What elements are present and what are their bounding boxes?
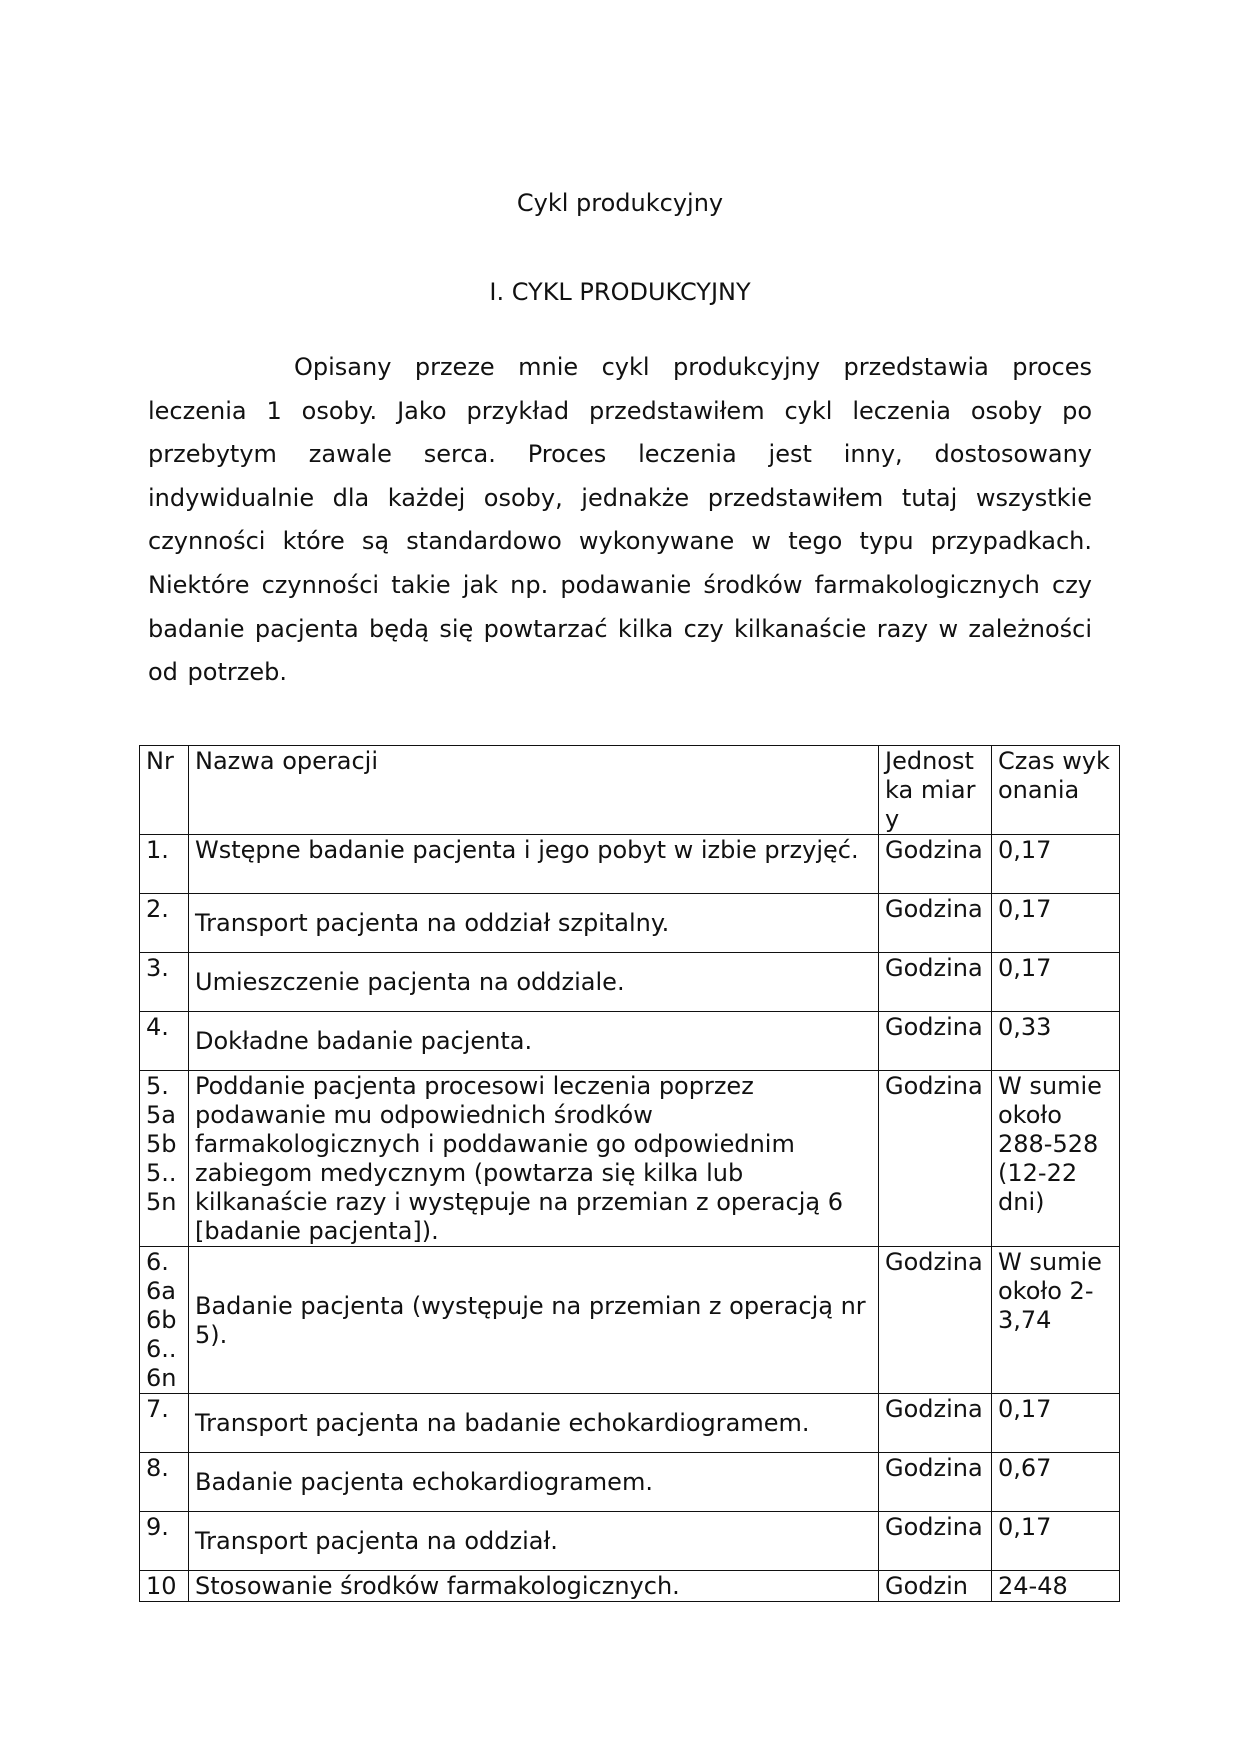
row-time: 0,17 (992, 894, 1120, 953)
row-nr-line: 5. (146, 1072, 169, 1100)
row-nr-line: 6a (146, 1277, 176, 1305)
row-nr-line: 5n (146, 1188, 177, 1216)
table-row (140, 1012, 1120, 1071)
row-unit: Godzina (879, 1071, 992, 1247)
row-nr: 3. (140, 953, 189, 1012)
row-operation-name: Poddanie pacjenta procesowi leczenia poprzez podawanie mu odpowiednich środków farmakologicznych i poddawanie go odpowiednim zabiegom medycznym (powtarza się kilka lub kilkanaście razy i występuje na przemian z operacją 6 [badanie pacjenta]). (189, 1071, 879, 1247)
row-unit: Godzina (879, 953, 992, 1012)
row-nr: 10 (140, 1571, 189, 1602)
row-operation-name: Badanie pacjenta (występuje na przemian z operacją nr 5). (189, 1247, 879, 1394)
row-operation-name: Stosowanie środków farmakologicznych. (189, 1571, 879, 1602)
row-nr-line: 6. (146, 1248, 169, 1276)
row-operation-name: Dokładne badanie pacjenta. (189, 1012, 879, 1071)
row-time: W sumie około 2-3,74 (992, 1247, 1120, 1394)
row-unit: Godzina (879, 1012, 992, 1071)
row-time: 0,17 (992, 835, 1120, 894)
row-time: 0,33 (992, 1012, 1120, 1071)
table-row (140, 1071, 1120, 1247)
table-row (140, 1571, 1120, 1602)
row-operation-name: Transport pacjenta na badanie echokardiogramem. (189, 1394, 879, 1453)
row-operation-name: Umieszczenie pacjenta na oddziale. (189, 953, 879, 1012)
table-row (140, 1512, 1120, 1571)
row-nr-line: 6b (146, 1306, 177, 1334)
row-nr: 2. (140, 894, 189, 953)
operations-table (139, 745, 1120, 1602)
row-unit: Godzina (879, 835, 992, 894)
row-nr-line: 5b (146, 1130, 177, 1158)
table-header-row (140, 746, 1120, 835)
header-time: Czas wykonania (992, 746, 1120, 835)
row-nr-line: 6.. (146, 1335, 177, 1363)
table-row (140, 1247, 1120, 1394)
row-nr: 1. (140, 835, 189, 894)
row-unit: Godzina (879, 894, 992, 953)
row-operation-name: Transport pacjenta na oddział szpitalny. (189, 894, 879, 953)
row-operation-name: Wstępne badanie pacjenta i jego pobyt w izbie przyjęć. (189, 835, 879, 894)
row-nr: 8. (140, 1453, 189, 1512)
row-nr-line: 5a (146, 1101, 176, 1129)
table-row (140, 1453, 1120, 1512)
row-operation-name: Transport pacjenta na oddział. (189, 1512, 879, 1571)
row-operation-name: Badanie pacjenta echokardiogramem. (189, 1453, 879, 1512)
header-nr: Nr (140, 746, 189, 835)
row-time: W sumie około 288-528 (12-22 dni) (992, 1071, 1120, 1247)
row-nr: 7. (140, 1394, 189, 1453)
row-time: 24-48 (992, 1571, 1120, 1602)
row-unit: Godzina (879, 1453, 992, 1512)
table-row (140, 835, 1120, 894)
row-time: 0,67 (992, 1453, 1120, 1512)
row-unit: Godzina (879, 1247, 992, 1394)
row-nr-line: 6n (146, 1364, 177, 1392)
row-time: 0,17 (992, 1394, 1120, 1453)
intro-paragraph: Opisany przeze mnie cykl produkcyjny przedstawia proces leczenia 1 osoby. Jako przykład przedstawiłem cykl leczenia osoby po przebytym zawale serca. Proces leczenia jest inny, dostosowany indywidualnie dla każdej osoby, jednakże przedstawiłem tutaj wszystkie czynności które są standardowo wykonywane w tego typu przypadkach. Niektóre czynności takie jak np. podawanie środków farmakologicznych czy badanie pacjenta będą się powtarzać kilka czy kilkanaście razy w zależności od potrzeb. (148, 353, 1092, 687)
header-unit: Jednostka miary (879, 746, 992, 835)
row-unit: Godzina (879, 1394, 992, 1453)
row-nr: 9. (140, 1512, 189, 1571)
row-nr (140, 1071, 189, 1247)
row-nr (140, 1247, 189, 1394)
row-nr-line: 5.. (146, 1159, 177, 1187)
section-heading: I. CYKL PRODUKCYJNY (489, 278, 751, 306)
table-row (140, 1394, 1120, 1453)
row-time: 0,17 (992, 953, 1120, 1012)
row-time: 0,17 (992, 1512, 1120, 1571)
row-unit: Godzin (879, 1571, 992, 1602)
document-title: Cykl produkcyjny (516, 189, 724, 217)
header-operation-name: Nazwa operacji (189, 746, 879, 835)
row-nr: 4. (140, 1012, 189, 1071)
row-unit: Godzina (879, 1512, 992, 1571)
table-row (140, 894, 1120, 953)
table-row (140, 953, 1120, 1012)
